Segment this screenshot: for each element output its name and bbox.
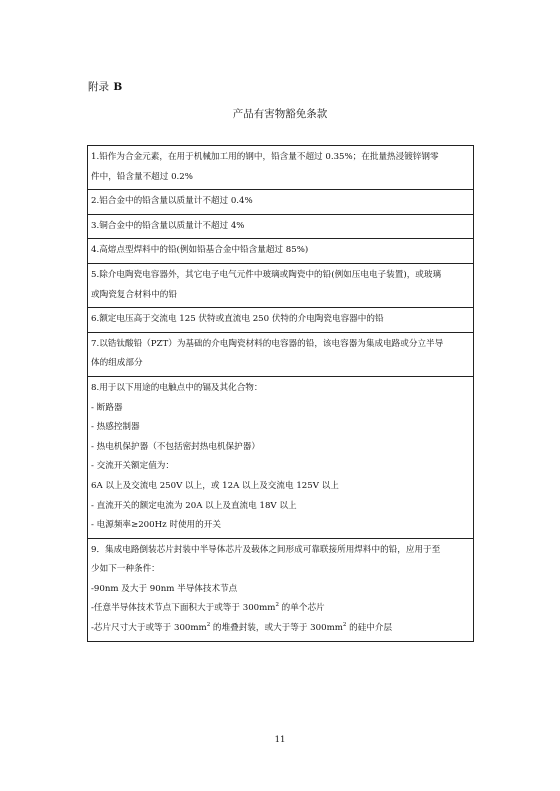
clause-9-item-3-text-a: -芯片尺寸大于或等于 300mm — [91, 623, 207, 634]
clause-3-text: 3.铜合金中的铅含量以质量计不超过 4% — [91, 220, 245, 231]
clause-1-line-1: 1.铅作为合金元素，在用于机械加工用的钢中，铅含量不超过 0.35%；在批量热浸镀锌钢零 — [91, 152, 439, 162]
clause-9-item-3-text-c: 的硅中介层 — [346, 623, 393, 634]
appendix-letter: B — [113, 81, 123, 93]
clause-7-line-2: 体的组成部分 — [91, 358, 143, 369]
clause-5-line-1: 5.除介电陶瓷电容器外，其它电子电气元件中玻璃或陶瓷中的铅(例如压电电子装置)，或玻璃 — [91, 269, 442, 280]
clause-1-line-2: 件中，铅含量不超过 0.2% — [91, 171, 193, 182]
clause-9-item-2-text-b: 的单个芯片 — [278, 603, 325, 614]
clause-8-item-dc-switch: - 直流开关的额定电流为 20A 以上及直流电 18V 以上 — [91, 500, 297, 511]
table-row — [88, 538, 474, 641]
clause-5-line-2: 或陶瓷复合材料中的铅 — [91, 289, 177, 300]
clause-7-line-1: 7.以锆钛酸铅（PZT）为基础的介电陶瓷材料的电容器的铅，该电容器为集成电路或分立半导 — [91, 338, 444, 349]
appendix-label — [88, 80, 122, 94]
clause-8 — [88, 376, 474, 538]
clause-6 — [88, 308, 474, 333]
clause-7 — [88, 332, 474, 376]
clause-9-item-3-text-b: 的堆叠封装，或大于等于 300mm — [210, 623, 343, 634]
clause-8-item-circuit-breaker: - 断路器 — [91, 402, 123, 413]
table-row — [88, 308, 474, 333]
clause-9-item-3-superscript-2: 2 — [342, 622, 347, 629]
appendix-prefix: 附录 — [88, 81, 109, 93]
clause-9-item-1: -90nm 及大于 90nm 半导体技术节点 — [91, 583, 238, 594]
clause-2 — [88, 190, 474, 215]
table-row — [88, 146, 474, 190]
page-title: 产品有害物豁免条款 — [232, 108, 328, 120]
table-row — [88, 214, 474, 239]
clause-8-item-ac-switch-values: 6A 以上及交流电 250V 以上，或 12A 以上及交流电 125V 以上 — [91, 480, 339, 491]
clause-8-intro: 8.用于以下用途的电触点中的镉及其化合物： — [91, 382, 263, 393]
clause-8-item-ac-switch-rating: - 交流开关额定值为： — [91, 461, 174, 472]
table-row — [88, 190, 474, 215]
table-row — [88, 332, 474, 376]
clause-9-item-2-text-a: -任意半导体技术节点下面积大于或等于 300mm — [91, 603, 276, 614]
clause-8-item-motor-protector: - 热电机保护器（不包括密封热电机保护器） — [91, 441, 260, 452]
clause-8-item-frequency-switch: - 电源频率≥200Hz 时使用的开关 — [91, 520, 221, 531]
clause-4-text: 4.高熔点型焊料中的铅(例如铅基合金中铅含量超过 85%) — [91, 245, 309, 256]
clause-9-item-3-superscript-1: 2 — [206, 622, 211, 629]
clause-9-item-2 — [91, 599, 469, 619]
clause-9-item-2-superscript: 2 — [275, 602, 279, 609]
clause-1 — [88, 146, 474, 190]
clause-9-line-2: 少如下一种条件： — [91, 564, 160, 575]
clause-9-item-3 — [91, 619, 469, 639]
table-row — [88, 239, 474, 264]
clause-6-text: 6.额定电压高于交流电 125 伏特或直流电 250 伏特的介电陶瓷电容器中的铅 — [91, 314, 384, 325]
table-row — [88, 263, 474, 307]
clause-5 — [88, 263, 474, 307]
clause-9-line-1: 9．集成电路倒装芯片封装中半导体芯片及载体之间形成可靠联接所用焊料中的铅，应用于至 — [91, 544, 441, 555]
clause-9 — [88, 538, 474, 641]
table-row — [88, 376, 474, 538]
clause-3 — [88, 214, 474, 239]
page-number: 11 — [274, 735, 286, 745]
clause-2-text: 2.铝合金中的铅含量以质量计不超过 0.4% — [91, 196, 253, 207]
exemption-clause-table — [87, 145, 474, 642]
clause-4 — [88, 239, 474, 264]
clause-8-item-thermal-controller: - 热感控制器 — [91, 422, 140, 433]
